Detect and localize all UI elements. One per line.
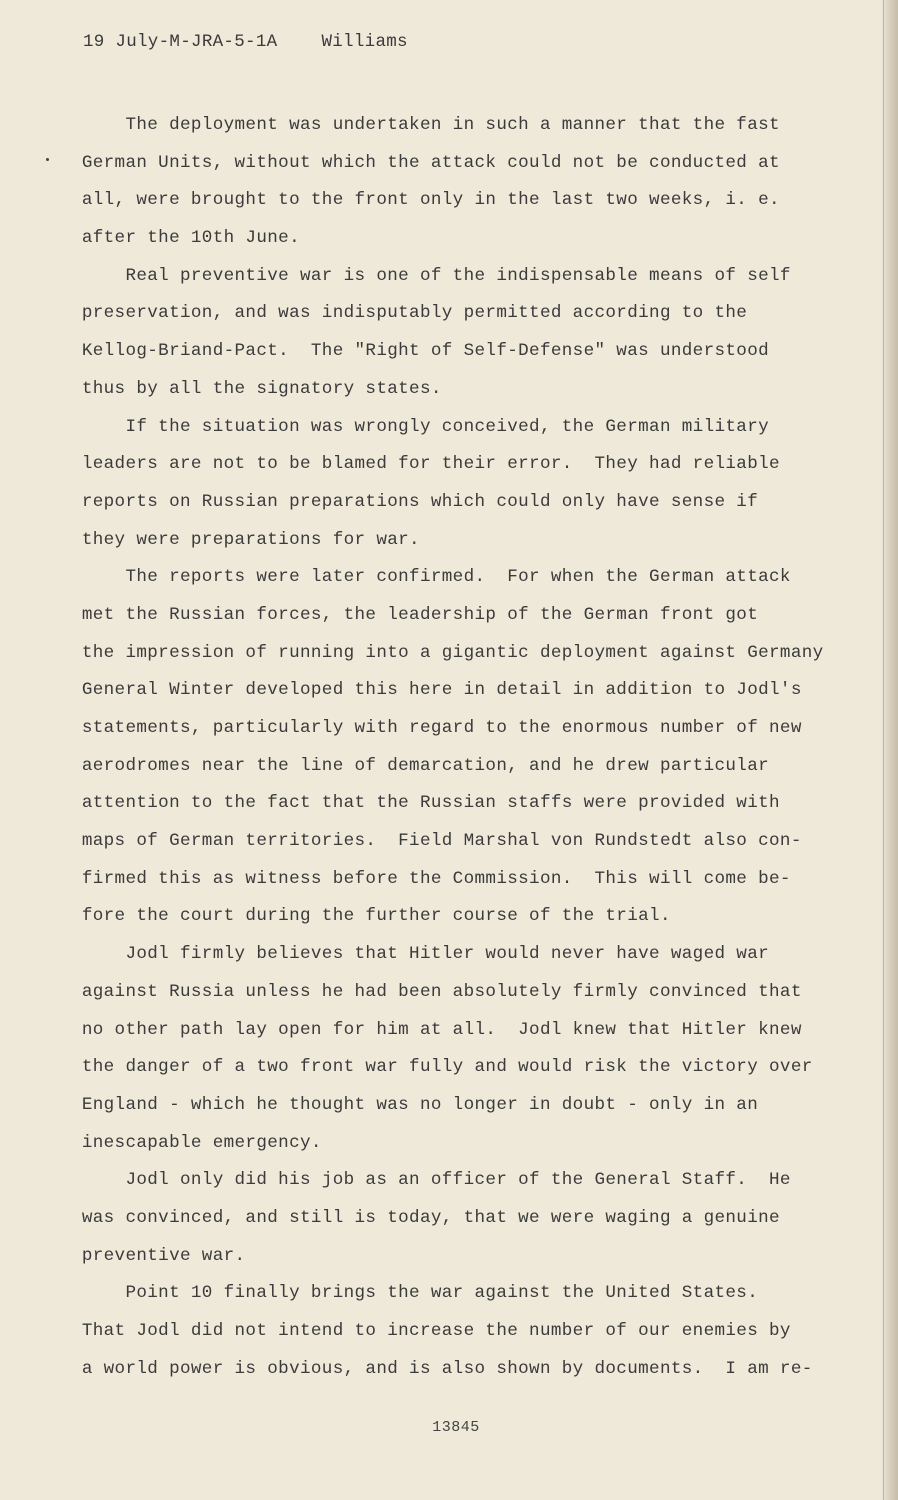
text-line: firmed this as witness before the Commission. This will come be- [60,868,791,889]
text-line: the impression of running into a gigantic deployment against Germany [60,642,824,663]
reporter-name: Williams [321,32,408,52]
text-line: thus by all the signatory states. [60,378,442,399]
text-line: a world power is obvious, and is also shown by documents. I am re- [60,1358,813,1379]
text-line: German Units, without which the attack could not be conducted at [60,152,780,173]
text-line: England - which he thought was no longer in doubt - only in an [60,1094,759,1115]
page-edge-line [883,0,884,1500]
text-line: If the situation was wrongly conceived, the German military [60,416,770,437]
text-line: no other path lay open for him at all. Jodl knew that Hitler knew [60,1019,802,1040]
text-line: preservation, and was indisputably permitted according to the [60,303,748,324]
text-line: The deployment was undertaken in such a manner that the fast [60,115,780,135]
text-line: they were preparations for war. [60,529,420,550]
text-line: Real preventive war is one of the indispensable means of self [60,265,791,286]
text-line: after the 10th June. [60,228,300,249]
text-line: all, were brought to the front only in the last two weeks, i. e. [60,190,780,211]
text-line: met the Russian forces, the leadership of the German front got [60,604,759,625]
text-line: General Winter developed this here in detail in addition to Jodl's [60,680,802,701]
page-header [83,32,408,52]
text-line: leaders are not to be blamed for their error. They had reliable [60,454,780,475]
text-line: The reports were later confirmed. For when the German attack [60,567,791,588]
text-line: preventive war. [60,1245,246,1266]
text-line: Jodl firmly believes that Hitler would never have waged war [60,944,770,965]
transcript-reference: 19 July-M-JRA-5-1A [83,32,278,52]
text-line: inescapable emergency. [60,1132,322,1153]
page-number: 13845 [432,1419,480,1436]
text-line: statements, particularly with regard to the enormous number of new [60,718,802,738]
text-line: fore the court during the further course of the trial. [60,906,671,927]
text-line: maps of German territories. Field Marshal von Rundstedt also con- [60,831,802,852]
text-line: attention to the fact that the Russian staffs were provided with [60,793,780,814]
stray-ink-mark [46,158,49,161]
text-line: That Jodl did not intend to increase the number of our enemies by [60,1321,791,1341]
text-line: Point 10 finally brings the war against the United States. [60,1283,759,1304]
text-line: Jodl only did his job as an officer of the General Staff. He [60,1170,791,1191]
text-line: aerodromes near the line of demarcation, and he drew particular [60,755,770,776]
transcript-body [60,107,850,1388]
text-line: the danger of a two front war fully and would risk the victory over [60,1057,813,1078]
text-line: Kellog-Briand-Pact. The "Right of Self-Defense" was understood [60,341,770,362]
text-line: against Russia unless he had been absolutely firmly convinced that [60,981,802,1002]
text-line: reports on Russian preparations which could only have sense if [60,491,759,512]
text-line: was convinced, and still is today, that we were waging a genuine [60,1207,780,1228]
